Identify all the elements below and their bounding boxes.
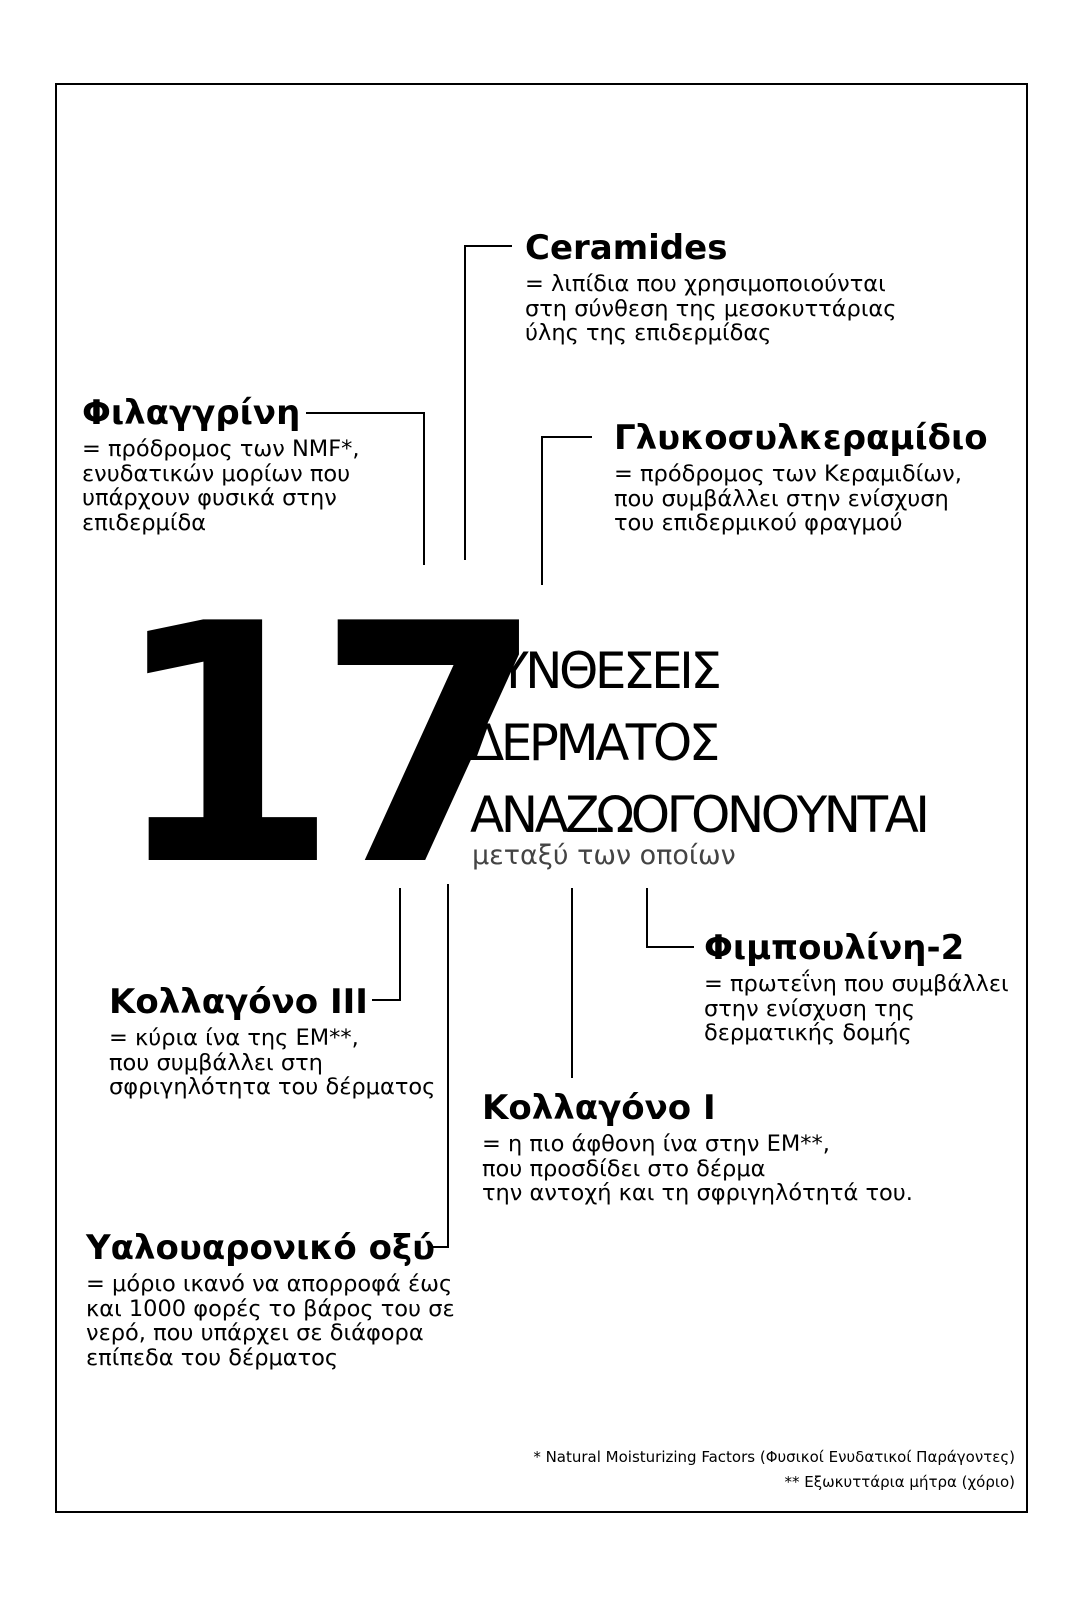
component-description: = λιπίδια που χρησιμοποιούνται στη σύνθεση της μεσοκυττάριας ύλης της επιδερμίδας (525, 271, 897, 346)
component-title: Ceramides (525, 228, 728, 268)
connector-ceramides (465, 246, 512, 560)
component-description: = πρόδρομος των Κεραμιδίων, που συμβάλλει στην ενίσχυση του επιδερμικού φραγμού (614, 461, 962, 536)
headline: ΣΥΝΘΕΣΕΙΣ ΔΕΡΜΑΤΟΣ ΑΝΑΖΩΟΓΟΝΟΥΝΤΑΙ (470, 642, 927, 844)
component-filaggrin (82, 393, 360, 535)
subtitle: μεταξύ των οποίων (472, 840, 736, 871)
component-collagen-1 (482, 1088, 913, 1206)
component-title: Γλυκοσυλκεραμίδιο (614, 418, 988, 458)
component-fibulin (704, 928, 1009, 1046)
footnotes (533, 1445, 1015, 1495)
big-number: 17 (110, 554, 522, 938)
component-title: Υαλουαρονικό οξύ (86, 1228, 436, 1268)
component-description: = πρόδρομος των NMF*, ενυδατικών μορίων που υπάρχουν φυσικά στην επιδερμίδα (82, 436, 360, 536)
component-description: = κύρια ίνα της ΕΜ**, που συμβάλλει στη σφριγηλότητα του δέρματος (109, 1025, 436, 1100)
component-hyaluronic-acid (86, 1228, 455, 1370)
component-glucosylceramide (614, 418, 988, 536)
component-title: Φιλαγγρίνη (82, 393, 301, 433)
component-ceramides (525, 228, 896, 346)
component-description: = πρωτεΐνη που συμβάλλει στην ενίσχυση της δερματικής δομής (704, 971, 1009, 1046)
component-collagen-3 (109, 982, 435, 1100)
component-description: = μόριο ικανό να απορροφά έως και 1000 φορές το βάρος του σε νερό, που υπάρχει σε διάφορα επίπεδα του δέρματος (86, 1271, 455, 1371)
connector-glucosylceramide (542, 437, 592, 585)
footnote-nmf: * Natural Moisturizing Factors (Φυσικοί Ενυδατικοί Παράγοντες) (533, 1448, 1015, 1466)
component-title: Κολλαγόνο III (109, 982, 368, 1022)
component-title: Φιμπουλίνη-2 (704, 928, 965, 968)
component-title: Κολλαγόνο I (482, 1088, 716, 1128)
component-description: = η πιο άφθονη ίνα στην ΕΜ**, που προσδίδει στο δέρμα την αντοχή και τη σφριγηλότητά του. (482, 1131, 913, 1206)
footnote-em: ** Εξωκυττάρια μήτρα (χόριο) (784, 1473, 1015, 1491)
connector-fibulin (647, 888, 694, 947)
